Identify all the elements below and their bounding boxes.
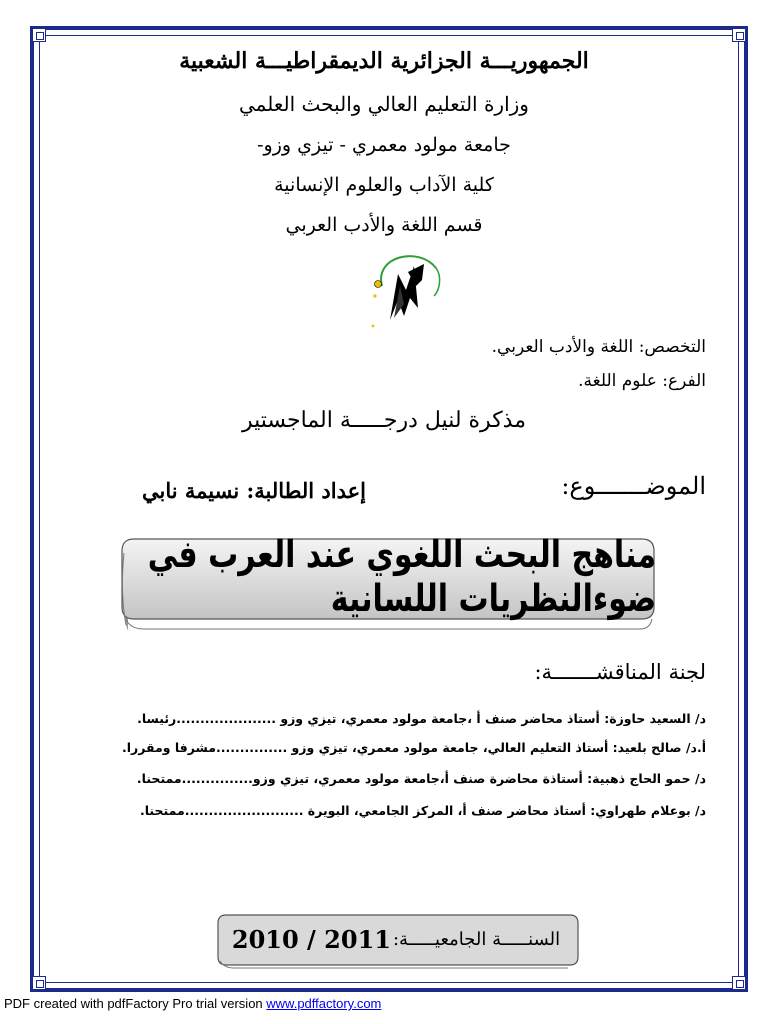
student-name: إعداد الطالبة: نسيمة نابي bbox=[141, 478, 366, 503]
university-heading: جامعة مولود معمري - تيزي وزو- bbox=[257, 134, 511, 156]
ministry-heading: وزارة التعليم العالي والبحث العلمي bbox=[239, 92, 529, 116]
department-heading: قسم اللغة والأدب العربي bbox=[285, 214, 483, 236]
faculty-heading: كلية الآداب والعلوم الإنسانية bbox=[274, 174, 494, 196]
degree-line: مذكرة لنيل درجـــــة الماجستير bbox=[241, 408, 526, 433]
specialty-line: التخصص: اللغة والأدب العربي. bbox=[491, 337, 706, 357]
committee-heading: لجنة المناقشـــــــة: bbox=[534, 660, 706, 684]
committee-member: د/ بوعلام طهراوي: أستاذ محاضر صنف أ، المركز الجامعي، البويرة .........................ممتحنا. bbox=[139, 803, 706, 818]
footer-text: PDF created with pdfFactory Pro trial version bbox=[4, 996, 267, 1011]
thesis-title: مناهج البحث اللغوي عند العرب في ضوءالنظريات اللسانية bbox=[147, 533, 656, 621]
border-corner-ornament bbox=[732, 976, 746, 990]
footer-link[interactable]: www.pdffactory.com bbox=[266, 996, 382, 1011]
border-corner-ornament bbox=[732, 28, 746, 42]
academic-year-label: السنـــــة الجامعيـــــة: bbox=[392, 928, 561, 950]
republic-heading: الجمهوريـــة الجزائرية الديمقراطيـــة الشعبية bbox=[179, 48, 589, 74]
committee-member: د/ حمو الحاج ذهبية: أستاذة محاضرة صنف أ،جامعة مولود معمري، تيزي وزو...............ممتحنا. bbox=[136, 771, 706, 786]
committee-member: د/ السعيد حاوزة: أستاذ محاضر صنف أ ،جامعة مولود معمري، تيزي وزو .....................رئيسا. bbox=[137, 711, 706, 726]
border-corner-ornament bbox=[32, 28, 46, 42]
border-corner-ornament bbox=[32, 976, 46, 990]
academic-year-value: 2010 / 2011 bbox=[231, 924, 391, 954]
committee-member: أ.د/ صالح بلعيد: أستاذ التعليم العالي، جامعة مولود معمري، تيزي وزو ...............مشرفا ومقررا. bbox=[121, 740, 706, 755]
branch-line: الفرع: علوم اللغة. bbox=[578, 371, 706, 391]
pdf-footer bbox=[4, 996, 381, 1011]
academic-year bbox=[216, 913, 576, 965]
subject-label: الموضـــــــوع: bbox=[561, 472, 706, 500]
university-logo bbox=[364, 246, 444, 332]
